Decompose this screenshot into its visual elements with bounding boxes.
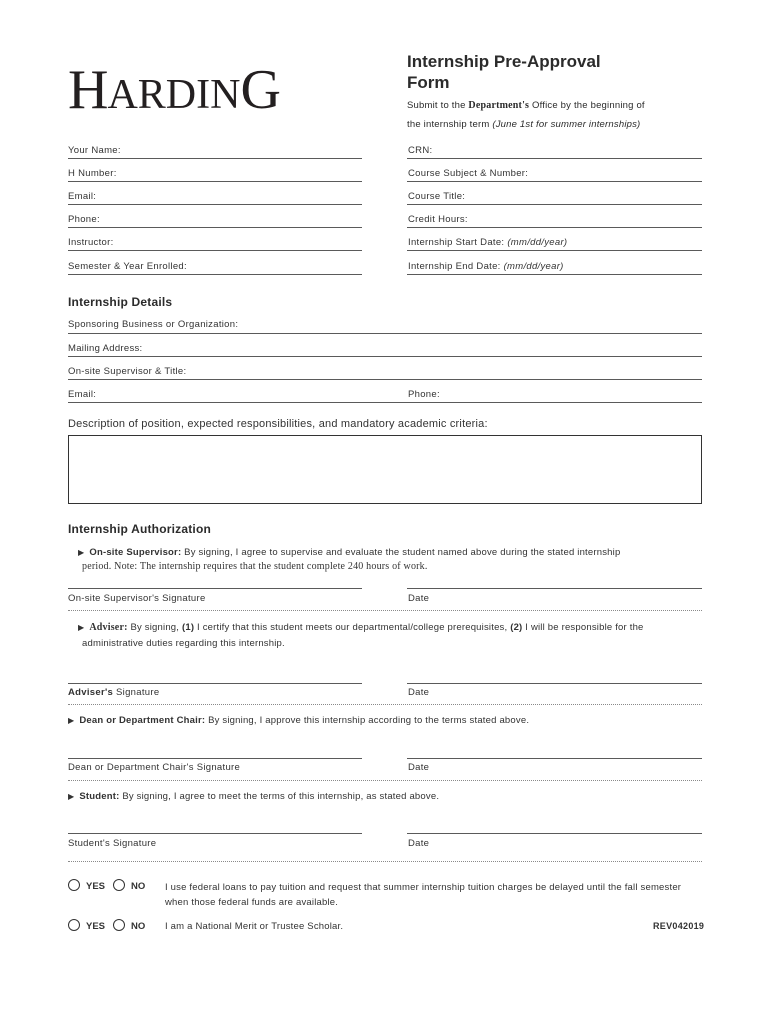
- student-statement: ▶ Student: By signing, I agree to meet the terms of this internship, as stated above.: [68, 791, 440, 802]
- instructor-label: Instructor:: [68, 237, 114, 248]
- instructor-field[interactable]: [68, 250, 362, 251]
- start-date-label: Internship Start Date: (mm/dd/year): [408, 237, 568, 248]
- arrow-right-icon: ▶: [68, 716, 75, 725]
- credit-hours-field[interactable]: [407, 227, 702, 228]
- dean-signature-field[interactable]: [68, 758, 362, 759]
- end-date-label: Internship End Date: (mm/dd/year): [408, 261, 564, 272]
- email-label: Email:: [68, 191, 97, 202]
- supervisor-phone-label: Phone:: [408, 389, 440, 400]
- course-title-field[interactable]: [407, 204, 702, 205]
- description-textbox[interactable]: [68, 435, 702, 504]
- h-number-label: H Number:: [68, 168, 117, 179]
- supervisor-signature-field[interactable]: [68, 588, 362, 589]
- start-date-field[interactable]: [407, 250, 702, 251]
- semester-label: Semester & Year Enrolled:: [68, 261, 187, 272]
- arrow-right-icon: ▶: [78, 548, 85, 557]
- supervisor-title-field[interactable]: [68, 379, 702, 380]
- end-date-field[interactable]: [407, 274, 702, 275]
- internship-details-heading: Internship Details: [68, 295, 173, 309]
- harding-logo: HARDING: [68, 59, 280, 121]
- course-subject-field[interactable]: [407, 181, 702, 182]
- phone-label: Phone:: [68, 214, 100, 225]
- supervisor-signature-label: On-site Supervisor's Signature: [68, 593, 206, 604]
- student-date-label: Date: [408, 838, 430, 849]
- credit-hours-label: Credit Hours:: [408, 214, 468, 225]
- scholar-question: I am a National Merit or Trustee Scholar.: [165, 921, 344, 932]
- supervisor-title-label: On-site Supervisor & Title:: [68, 366, 187, 377]
- supervisor-email-label: Email:: [68, 389, 97, 400]
- student-signature-field[interactable]: [68, 833, 362, 834]
- divider: [68, 780, 702, 781]
- dean-date-label: Date: [408, 762, 430, 773]
- yes-label: YES: [86, 921, 106, 932]
- course-subject-label: Course Subject & Number:: [408, 168, 529, 179]
- course-title-label: Course Title:: [408, 191, 466, 202]
- supervisor-date-field[interactable]: [407, 588, 702, 589]
- revision-code: REV042019: [653, 921, 705, 931]
- federal-loans-yes-radio[interactable]: [68, 879, 80, 891]
- dean-statement: ▶ Dean or Department Chair: By signing, I approve this internship according to the terms stated above.: [68, 715, 530, 726]
- mailing-address-label: Mailing Address:: [68, 343, 143, 354]
- email-field[interactable]: [68, 204, 362, 205]
- phone-field[interactable]: [68, 227, 362, 228]
- adviser-date-field[interactable]: [407, 683, 702, 684]
- submission-instructions: Submit to the Department's Office by the beginning of the internship term (June 1st for summer internships): [407, 100, 645, 130]
- no-label: NO: [131, 881, 146, 892]
- yes-label: YES: [86, 881, 106, 892]
- federal-loans-question: I use federal loans to pay tuition and request that summer internship tuition charges be delayed until the fall semester when those federal funds are available.: [165, 882, 682, 908]
- scholar-yes-radio[interactable]: [68, 919, 80, 931]
- divider: [68, 861, 702, 862]
- supervisor-email-field[interactable]: [68, 402, 702, 403]
- divider: [68, 610, 702, 611]
- adviser-signature-label: Adviser's Signature: [68, 687, 160, 698]
- supervisor-statement: ▶ On-site Supervisor: By signing, I agree to supervise and evaluate the student named above during the stated internship period. Note: The internship requires that the student complete 240 hours of work.: [78, 547, 621, 572]
- student-date-field[interactable]: [407, 833, 702, 834]
- dean-signature-label: Dean or Department Chair's Signature: [68, 762, 241, 773]
- adviser-signature-field[interactable]: [68, 683, 362, 684]
- no-label: NO: [131, 921, 146, 932]
- internship-authorization-heading: Internship Authorization: [68, 522, 212, 536]
- description-label: Description of position, expected responsibilities, and mandatory academic criteria:: [68, 418, 488, 430]
- scholar-no-radio[interactable]: [113, 919, 125, 931]
- federal-loans-no-radio[interactable]: [113, 879, 125, 891]
- your-name-field[interactable]: [68, 158, 362, 159]
- arrow-right-icon: ▶: [68, 792, 75, 801]
- adviser-statement: ▶ Adviser: By signing, (1) I certify that this student meets our departmental/college prerequisites, (2) I will be responsible for the administrative duties regarding this internship.: [78, 622, 644, 649]
- crn-field[interactable]: [407, 158, 702, 159]
- crn-label: CRN:: [408, 145, 433, 156]
- student-signature-label: Student's Signature: [68, 838, 157, 849]
- your-name-label: Your Name:: [68, 145, 121, 156]
- supervisor-date-label: Date: [408, 593, 430, 604]
- divider: [68, 704, 702, 705]
- arrow-right-icon: ▶: [78, 623, 85, 632]
- h-number-field[interactable]: [68, 181, 362, 182]
- mailing-address-field[interactable]: [68, 356, 702, 357]
- semester-field[interactable]: [68, 274, 362, 275]
- adviser-date-label: Date: [408, 687, 430, 698]
- sponsor-field[interactable]: [68, 333, 702, 334]
- form-title: Internship Pre-Approval Form: [407, 52, 601, 92]
- dean-date-field[interactable]: [407, 758, 702, 759]
- sponsor-label: Sponsoring Business or Organization:: [68, 319, 239, 330]
